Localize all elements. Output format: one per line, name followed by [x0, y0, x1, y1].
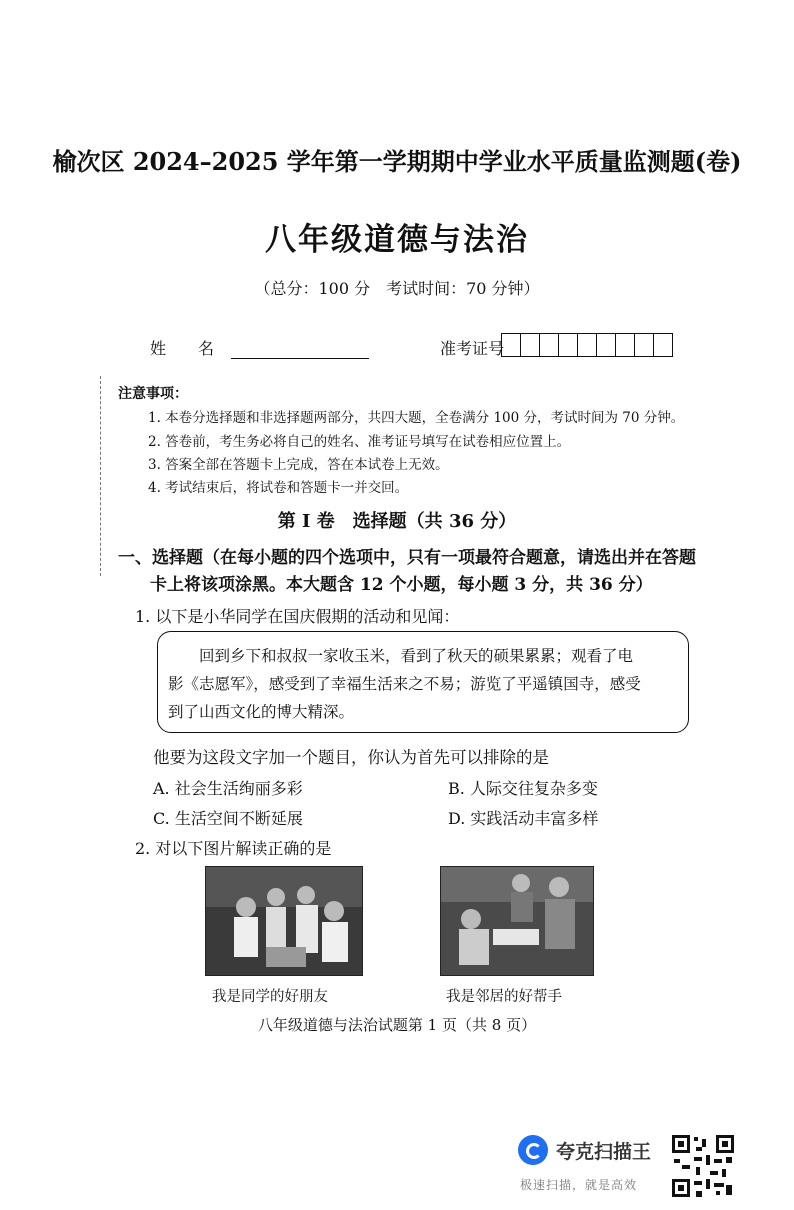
- caption-right: 我是邻居的好帮手: [446, 989, 562, 1005]
- notice-item: 1. 本卷分选择题和非选择题两部分，共四大题，全卷满分 100 分，考试时间为 70 分钟。: [148, 410, 685, 426]
- section-instructions-line1: 一、选择题（在每小题的四个选项中，只有一项最符合题意，请选出并在答题: [118, 548, 696, 568]
- question-1-material-box: [157, 631, 689, 733]
- exam-number-box[interactable]: [596, 333, 616, 357]
- exam-number-box[interactable]: [634, 333, 654, 357]
- exam-number-box[interactable]: [577, 333, 597, 357]
- exam-title: 榆次区 2024–2025 学年第一学期期中学业水平质量监测题(卷): [52, 147, 742, 176]
- photo-classmates: [205, 866, 363, 976]
- material-line: 影《志愿军》，感受到了幸福生活来之不易；游览了平遥镇国寺，感受: [168, 675, 641, 693]
- photo-neighbors: [440, 866, 594, 976]
- watermark-brand: 夸克扫描王: [556, 1140, 652, 1163]
- name-field[interactable]: [231, 341, 369, 359]
- exam-number-box[interactable]: [501, 333, 521, 357]
- section-instructions-line2: 卡上将该项涂黑。本大题含 12 个小题，每小题 3 分，共 36 分）: [150, 575, 653, 595]
- exam-number-box[interactable]: [615, 333, 635, 357]
- material-line: 到了山西文化的博大精深。: [168, 703, 355, 721]
- exam-number-box[interactable]: [558, 333, 578, 357]
- exam-number-box[interactable]: [520, 333, 540, 357]
- notice-margin-line: [100, 376, 104, 576]
- notice-item: 2. 答卷前，考生务必将自己的姓名、准考证号填写在试卷相应位置上。: [148, 434, 571, 450]
- exam-number-box[interactable]: [653, 333, 673, 357]
- name-row: [150, 336, 369, 359]
- question-1-ask: 他要为这段文字加一个题目，你认为首先可以排除的是: [153, 748, 549, 767]
- option-d[interactable]: D. 实践活动丰富多样: [448, 809, 599, 828]
- watermark-slogan: 极速扫描，就是高效: [520, 1178, 638, 1192]
- exam-subject: 八年级道德与法治: [265, 222, 529, 258]
- scanner-logo-icon: [518, 1135, 548, 1165]
- option-a[interactable]: A. 社会生活绚丽多彩: [153, 779, 303, 798]
- page-footer: 八年级道德与法治试题第 1 页（共 8 页）: [257, 1016, 537, 1034]
- option-b[interactable]: B. 人际交往复杂多变: [448, 779, 598, 798]
- exam-number-label: 准考证号: [440, 339, 505, 358]
- exam-number-box[interactable]: [539, 333, 559, 357]
- notice-title: 注意事项：: [118, 386, 188, 402]
- notice-item: 3. 答案全部在答题卡上完成，答在本试卷上无效。: [148, 457, 449, 473]
- caption-left: 我是同学的好朋友: [212, 989, 328, 1005]
- question-1-stem: 1. 以下是小华同学在国庆假期的活动和见闻：: [135, 607, 460, 626]
- qr-code-icon: [670, 1133, 736, 1199]
- name-label: 姓 名: [150, 339, 215, 358]
- score-info: （总分：100 分 考试时间：70 分钟）: [254, 279, 540, 298]
- photo-neighbors-graphic: [441, 867, 593, 975]
- exam-number-boxes[interactable]: [502, 333, 673, 357]
- option-c[interactable]: C. 生活空间不断延展: [153, 809, 303, 828]
- question-2-stem: 2. 对以下图片解读正确的是: [135, 839, 332, 858]
- material-line: 回到乡下和叔叔一家收玉米，看到了秋天的硕果累累；观看了电: [168, 647, 634, 665]
- photo-classmates-graphic: [206, 867, 362, 975]
- watermark-logo: [518, 1135, 651, 1165]
- section-title: 第 I 卷 选择题（共 36 分）: [277, 511, 517, 532]
- notice-item: 4. 考试结束后，将试卷和答题卡一并交回。: [148, 480, 409, 496]
